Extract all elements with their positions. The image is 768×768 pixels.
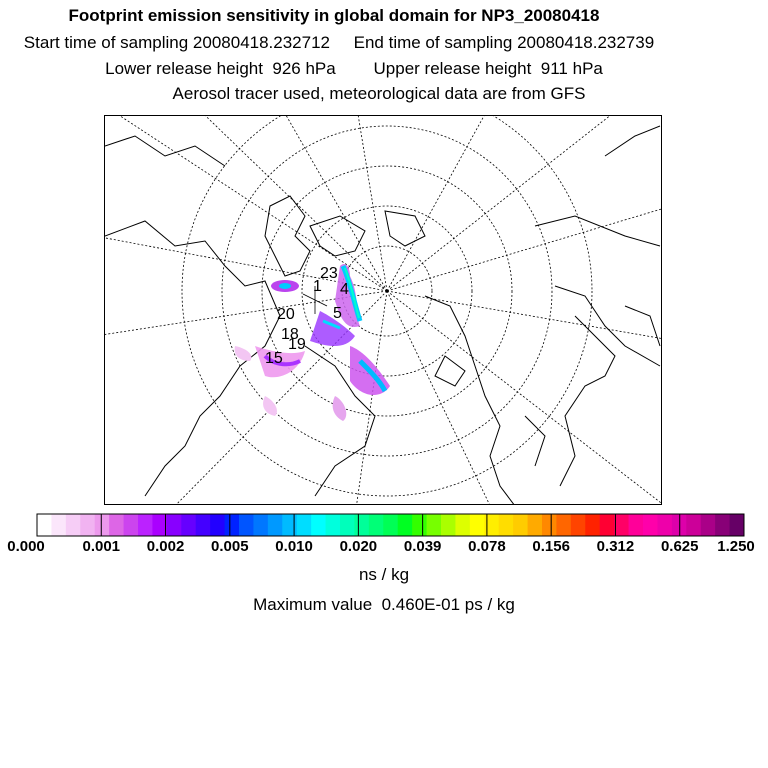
colorbar-cell <box>109 514 124 536</box>
colorbar-cell <box>470 514 485 536</box>
colorbar-cell <box>701 514 716 536</box>
colorbar-cell <box>571 514 586 536</box>
figure-title: Footprint emission sensitivity in global domain for NP3_20080418 <box>68 6 600 25</box>
colorbar-cell <box>138 514 153 536</box>
label-18: 18 <box>281 326 299 343</box>
label-20: 20 <box>277 306 295 323</box>
colorbar-cell <box>297 514 312 536</box>
colorbar-cell <box>614 514 629 536</box>
colorbar-cell <box>441 514 456 536</box>
sampling-times: Start time of sampling 20080418.232712 End time of sampling 20080418.232739 <box>23 33 655 52</box>
colorbar-tick-label: 0.078 <box>468 538 506 555</box>
colorbar-cell <box>600 514 615 536</box>
colorbar-cell <box>225 514 240 536</box>
release-heights: Lower release height 926 hPa Upper release height 911 hPa <box>105 59 603 78</box>
label-23: 23 <box>320 265 338 282</box>
maximum-value: Maximum value 0.460E-01 ps / kg <box>253 595 515 614</box>
colorbar-cell <box>311 514 326 536</box>
colorbar-tick-label: 0.010 <box>275 538 313 555</box>
colorbar-cell <box>528 514 543 536</box>
colorbar-tick-label: 0.002 <box>146 538 185 555</box>
colorbar-tick-label: 0.005 <box>211 538 249 555</box>
colorbar-cell <box>686 514 701 536</box>
colorbar-cell <box>542 514 557 536</box>
colorbar-tick-label: 0.039 <box>403 538 442 555</box>
colorbar-tick-label: 0.020 <box>339 538 378 555</box>
colorbar-cell <box>383 514 398 536</box>
colorbar-cell <box>80 514 95 536</box>
colorbar-cell <box>124 514 139 536</box>
colorbar-cell <box>369 514 384 536</box>
colorbar-tick-label: 0.156 <box>532 538 570 555</box>
graticule <box>105 116 662 505</box>
colorbar-cell <box>398 514 413 536</box>
colorbar-cell <box>95 514 110 536</box>
colorbar-tick-label: 0.001 <box>82 538 121 555</box>
colorbar-cell <box>427 514 442 536</box>
trajectory-labels <box>265 265 349 367</box>
colorbar-tick-label: 0.000 <box>7 538 45 555</box>
label-19: 19 <box>288 336 306 353</box>
colorbar-cell <box>455 514 470 536</box>
map-panel <box>104 115 662 505</box>
coastlines <box>105 126 660 505</box>
colorbar-labels <box>0 538 768 558</box>
colorbar-tick-label: 1.250 <box>717 538 755 555</box>
label-4: 4 <box>340 281 349 298</box>
tracer-info: Aerosol tracer used, meteorological data are from GFS <box>172 84 586 103</box>
colorbar-cell <box>181 514 196 536</box>
colorbar <box>0 508 768 538</box>
colorbar-cell <box>340 514 355 536</box>
colorbar-tick-label: 0.625 <box>660 538 699 555</box>
colorbar-cell <box>326 514 341 536</box>
map-svg <box>105 116 662 505</box>
units-label: ns / kg <box>358 565 410 584</box>
colorbar-cell <box>629 514 644 536</box>
colorbar-cell <box>513 514 528 536</box>
colorbar-cell <box>412 514 427 536</box>
colorbar-cell <box>643 514 658 536</box>
colorbar-cell <box>51 514 66 536</box>
colorbar-cell <box>730 514 745 536</box>
colorbar-tick-label: 0.312 <box>596 538 635 555</box>
colorbar-cell <box>167 514 182 536</box>
colorbar-cell <box>585 514 600 536</box>
colorbar-cell <box>354 514 369 536</box>
colorbar-cell <box>210 514 225 536</box>
colorbar-cell <box>253 514 268 536</box>
colorbar-cell <box>657 514 672 536</box>
label-5: 5 <box>333 305 342 322</box>
colorbar-cell <box>66 514 81 536</box>
colorbar-cell <box>196 514 211 536</box>
label-15: 15 <box>265 350 283 367</box>
colorbar-cell <box>239 514 254 536</box>
colorbar-cell <box>268 514 283 536</box>
colorbar-cell <box>282 514 297 536</box>
release-marker <box>303 286 327 314</box>
colorbar-cell <box>715 514 730 536</box>
colorbar-cell <box>37 514 52 536</box>
colorbar-cell <box>556 514 571 536</box>
label-1: 1 <box>313 278 322 295</box>
colorbar-cell <box>499 514 514 536</box>
